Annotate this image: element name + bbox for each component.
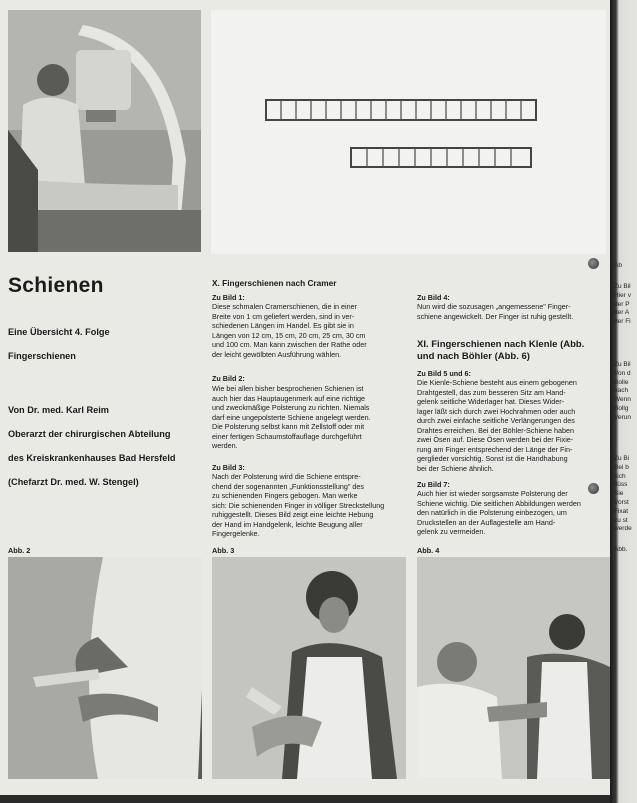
topic-line: Fingerschienen — [8, 351, 76, 361]
next-page-edge-text-top: Ab — [614, 262, 622, 269]
photo-abb4-doctor-nurse — [417, 557, 610, 779]
paragraph-bild4: Nun wird die sozusagen „angemessene" Finger- schiene angewickelt. Der Finger ist ruhig gestellt. — [417, 302, 574, 321]
section-xi-heading: XI. Fingerschienen nach Klenle (Abb. und nach Böhler (Abb. 6) — [417, 339, 585, 362]
paragraph-bild5-6: Die Kienle-Schiene besteht aus einem gebogenen Drahtgestell, das zum besseren Sitz am Hand- gelenk seitliche Widerlager hat. Dieses Wider- lager läßt sich durch zwei Hochrahmen oder auch durch zwei einfache seitliche Verlängerungen des Drahtes erreichen. Bei der Böhler-Schiene haben zwei Ösen auf. Diese Ösen werden bei der Fixie- rung am Finger entsprechend der Länge der Fin- gerglieder vorsichtig. Sonst ist die Handhabung bei der Schiene ähnlich. — [417, 378, 577, 473]
binding-bolt-bottom — [588, 483, 599, 494]
photo-abb3-nurse-splint — [212, 557, 406, 779]
caption-label-bild2: Zu Bild 2: — [212, 374, 245, 383]
photo-doctor-xray — [8, 10, 201, 252]
paragraph-bild2: Wie bei allen bisher besprochenen Schienen ist auch hier das Hauptaugenmerk auf eine richtige und zweckmäßige Polsterung zu richten. Niemals darf eine ungepolsterte Schiene angelegt werden. Die Polsterung selbst kann mit Zellstoff oder mit einer fertigen Schaumstoffauflage durchgeführt werden. — [212, 384, 371, 450]
affiliation-line-1: Oberarzt der chirurgischen Abteilung — [8, 429, 171, 439]
chief-physician-line: (Chefarzt Dr. med. W. Stengel) — [8, 477, 139, 487]
next-page-edge-text-a: Zu Bil Hier v der P der A der Fi — [614, 283, 631, 326]
binding-bolt-top — [588, 258, 599, 269]
next-page-edge-abb: Abb. — [614, 546, 628, 553]
caption-label-bild7: Zu Bild 7: — [417, 480, 450, 489]
series-line: Eine Übersicht 4. Folge — [8, 327, 110, 337]
paragraph-bild7: Auch hier ist wieder sorgsamste Polsterung der Schiene wichtig. Die seitlichen Abbildungen werden den natürlich in die Polsterung einbezogen, um Druckstellen an der Auflagestelle am Hand- gelenk zu vermeiden. — [417, 489, 581, 536]
author-line: Von Dr. med. Karl Reim — [8, 405, 109, 415]
section-x-heading: X. Fingerschienen nach Cramer — [212, 278, 337, 288]
article-title: Schienen — [8, 274, 104, 297]
photo-abb2-hand-padding — [8, 557, 202, 779]
figure-label-abb3: Abb. 3 — [212, 546, 235, 555]
figure-label-abb2: Abb. 2 — [8, 546, 31, 555]
paragraph-bild1: Diese schmalen Cramerschienen, die in einer Breite von 1 cm geliefert werden, sind in ver- schiedenen Längen im Handel. Es gibt sie in Längen von 12 cm, 15 cm, 20 cm, 25 cm, 30 cm und 100 cm. Man kann zwischen der Rathe oder der leicht gewölbten Ausführung wählen. — [212, 302, 367, 359]
affiliation-line-2: des Kreiskrankenhauses Bad Hersfeld — [8, 453, 176, 463]
caption-label-bild5-6: Zu Bild 5 und 6: — [417, 369, 471, 378]
paragraph-bild3: Nach der Polsterung wird die Schiene entspre- chend der sogenannten „Funktionsstellung" des zu schienenden Fingers gebogen. Man werke sich: Die schienenden Finger in völliger Streckstellung ruhiggestellt. Dieses Bild zeigt eine leichte Hebung der Hand im Handgelenk, leichte Beugung aller Fingergelenke. — [212, 472, 385, 538]
next-page-edge-text-c: Zu Bi Bei b sich flüss Sie Vorst Fixat zu st werde — [614, 455, 632, 533]
next-page-edge-text-b: Zu Bil Von d Bolle nach Wenn Bollg Verun — [614, 361, 631, 421]
caption-label-bild3: Zu Bild 3: — [212, 463, 245, 472]
figure-label-abb4: Abb. 4 — [417, 546, 440, 555]
caption-label-bild1: Zu Bild 1: — [212, 293, 245, 302]
photo-cramer-splints — [211, 10, 606, 254]
caption-label-bild4: Zu Bild 4: — [417, 293, 450, 302]
